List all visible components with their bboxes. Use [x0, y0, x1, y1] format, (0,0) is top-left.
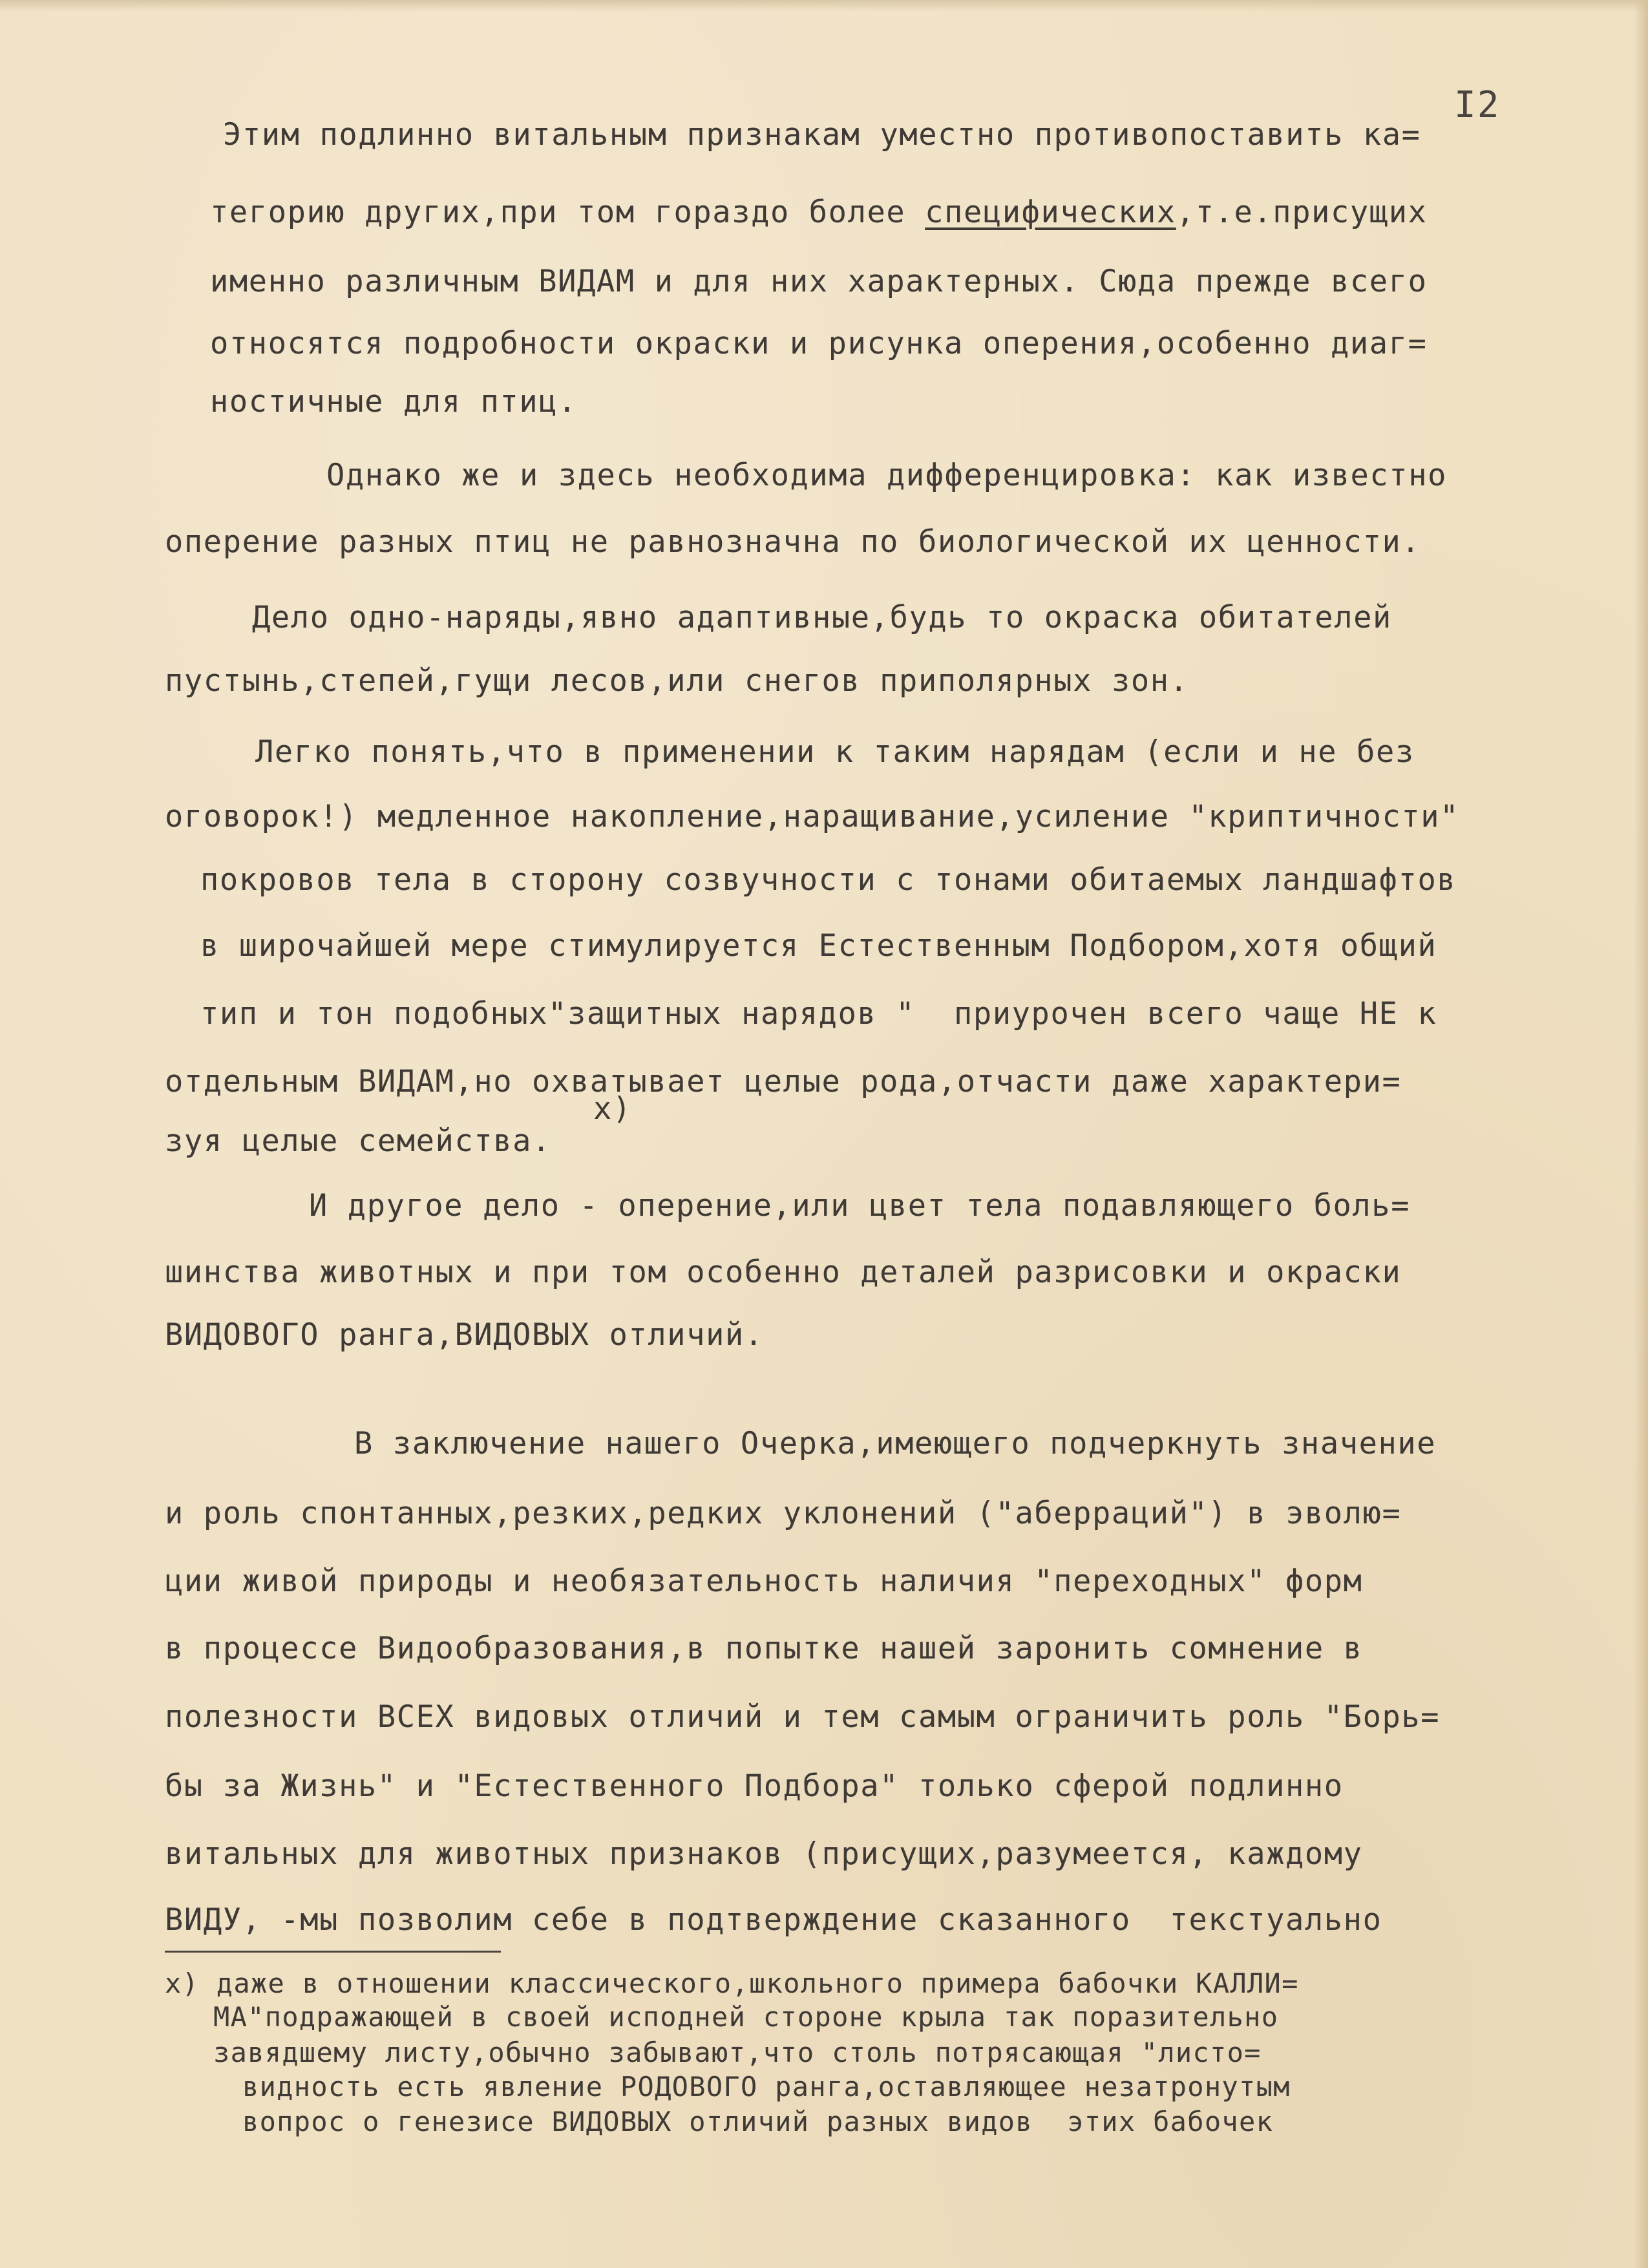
body-line: полезности ВСЕХ видовых отличий и тем самым ограничить роль "Борь=: [165, 1699, 1441, 1735]
footnote-separator: [165, 1951, 501, 1953]
body-line: и роль спонтанных,резких,редких уклонений ("аберраций") в эволю=: [165, 1496, 1402, 1531]
body-line: ВИДУ, -мы позволим себе в подтверждение сказанного текстуально: [165, 1902, 1382, 1938]
body-line: тип и тон подобных"защитных нарядов " приурочен всего чаще НЕ к: [200, 996, 1437, 1032]
body-line: ностичные для птиц.: [210, 384, 578, 419]
body-line: В заключение нашего Очерка,имеющего подчеркнуть значение: [354, 1426, 1437, 1461]
body-line: покровов тела в сторону созвучности с тонами обитаемых ландшафтов: [200, 862, 1457, 898]
body-line: И другое дело - оперение,или цвет тела подавляющего боль=: [309, 1188, 1411, 1224]
body-line: отдельным ВИДАМ,но охватывает целые рода,отчасти даже характери=: [165, 1064, 1402, 1099]
body-line: оговорок!) медленное накопление,наращивание,усиление "криптичности": [165, 799, 1460, 834]
body-line: Этим подлинно витальным признакам уместно противопоставить ка=: [223, 117, 1421, 153]
body-line: [210, 197, 1427, 228]
page-number: I2: [1454, 84, 1501, 126]
text-segment: ,т.е.присущих: [1176, 195, 1428, 230]
body-line: ВИДОВОГО ранга,ВИДОВЫХ отличий.: [165, 1317, 764, 1353]
text-segment: тегорию других,при том гораздо более: [210, 195, 925, 230]
underlined-word: специфических: [925, 195, 1176, 230]
body-line: именно различным ВИДАМ и для них характерных. Сюда прежде всего: [210, 264, 1428, 299]
footnote-marker: х): [593, 1091, 632, 1127]
body-line: относятся подробности окраски и рисунка оперения,особенно диаг=: [210, 326, 1428, 361]
body-line: в процессе Видообразования,в попытке нашей заронить сомнение в: [165, 1631, 1363, 1666]
footnote-line: МА"подражающей в своей исподней стороне крыла так поразительно: [213, 2001, 1279, 2033]
body-line: Дело одно-наряды,явно адаптивные,будь то окраска обитателей: [252, 600, 1392, 635]
body-line: в широчайшей мере стимулируется Естественным Подбором,хотя общий: [200, 928, 1437, 964]
body-line: Легко понять,что в применении к таким нарядам (если и не без: [255, 734, 1415, 770]
body-line: зуя целые семейства.: [165, 1123, 551, 1159]
body-line: Однако же и здесь необходима дифференцировка: как известно: [326, 458, 1447, 493]
paper-top-edge: [0, 0, 1648, 12]
body-line: шинства животных и при том особенно деталей разрисовки и окраски: [165, 1255, 1402, 1290]
footnote-line: видность есть явление РОДОВОГО ранга,оставляющее незатронутым: [242, 2071, 1291, 2103]
paper-right-edge: [1634, 0, 1648, 2268]
body-line: бы за Жизнь" и "Естественного Подбора" только сферой подлинно: [165, 1768, 1344, 1804]
body-line: ции живой природы и необязательность наличия "переходных" форм: [165, 1563, 1363, 1599]
footnote-line: х) даже в отношении классического,школьного примера бабочки КАЛЛИ=: [165, 1967, 1299, 1999]
footnote-line: завядшему листу,обычно забывают,что столь потрясающая "листо=: [213, 2037, 1262, 2068]
footnote-line: вопрос о генезисе ВИДОВЫХ отличий разных видов этих бабочек: [242, 2106, 1274, 2137]
body-line: пустынь,степей,гущи лесов,или снегов приполярных зон.: [165, 663, 1189, 699]
body-line: витальных для животных признаков (присущих,разумеется, каждому: [165, 1836, 1363, 1872]
body-line: оперение разных птиц не равнозначна по биологической их ценности.: [165, 524, 1421, 560]
